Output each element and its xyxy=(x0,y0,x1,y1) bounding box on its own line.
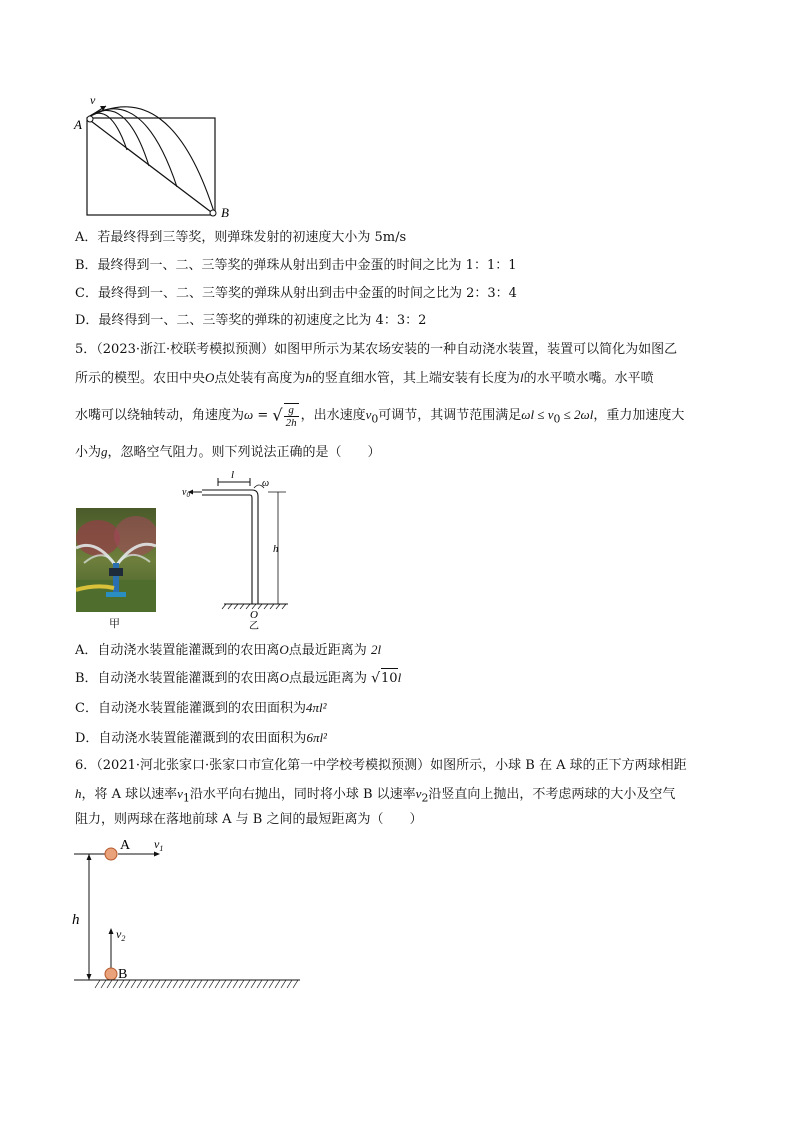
q5-stem-line1: 5．（2023·浙江·校联考模拟预测）如图甲所示为某农场安装的一种自动浇水装置，装置可以简化为如图乙 xyxy=(75,342,678,357)
two-balls-figure xyxy=(68,836,308,998)
pipe-inner xyxy=(202,495,252,604)
pipe-model-figure xyxy=(180,466,300,630)
q5-stem-line3: 水嘴可以绕轴转动，角速度为ω = √ $\frac{g}{2h}$ ，出水速度$v_0$可调节，其调节范围满足$\omega l \le v_0 \le 2\omega l$，重力加速度大 xyxy=(75,403,685,429)
q6-stem-line3: 阻力，则两球在落地前球 A 与 B 之间的最短距离为（ ） xyxy=(75,812,423,827)
ball-A xyxy=(87,116,93,122)
ball-B xyxy=(210,210,216,216)
q5-option-C: C．自动浇水装置能灌溉到的农田面积为4πl² xyxy=(75,700,327,716)
label-l: l xyxy=(231,469,235,481)
sprinkler-photo xyxy=(76,508,156,612)
caption-yi: 乙 xyxy=(249,621,259,630)
trajectory-4 xyxy=(87,107,215,215)
ball-B xyxy=(105,968,117,980)
ball-A xyxy=(105,848,117,860)
label-h: h xyxy=(273,543,279,555)
q4-option-A: A．若最终得到三等奖，则弹珠发射的初速度大小为 5m/s xyxy=(75,230,407,245)
omega-fraction: $\frac{g}{2h}$ xyxy=(285,403,297,429)
q6-stem-line2: h，将 A 球以速率$v_1$沿水平向右抛出，同时将小球 B 以速率$v_2$沿竖直向上抛出，不考虑两球的大小及空气 xyxy=(75,786,676,805)
label-v0: $v_0$ xyxy=(182,487,190,499)
q5-option-A: A．自动浇水装置能灌溉到的农田离O点最近距离为 2l xyxy=(75,642,382,658)
q4-option-D: D．最终得到一、二、三等奖的弹珠的初速度之比为 4：3：2 xyxy=(75,313,427,328)
label-B: B xyxy=(221,205,229,220)
label-v2: $v_2$ xyxy=(116,927,126,943)
q4-option-B: B．最终得到一、二、三等奖的弹珠从射出到击中金蛋的时间之比为 1：1：1 xyxy=(75,258,517,273)
label-A: A xyxy=(120,838,131,853)
q6-stem-line1: 6．（2021·河北张家口·张家口市宣化第一中学校考模拟预测）如图所示，小球 B 在 A 球的正下方两球相距 xyxy=(75,758,687,773)
label-v1: $v_1$ xyxy=(154,837,164,853)
q5-stem-line4: 小为g，忽略空气阻力。则下列说法正确的是（ ） xyxy=(75,444,381,460)
label-h: h xyxy=(72,912,80,928)
label-A: A xyxy=(74,117,82,132)
label-v: v xyxy=(90,93,96,107)
caption-jia: 甲 xyxy=(109,617,120,630)
q5-option-B: B．自动浇水装置能灌溉到的农田离O点最远距离为 √10l xyxy=(75,668,401,689)
label-B: B xyxy=(118,967,128,982)
q5-option-D: D．自动浇水装置能灌溉到的农田面积为6πl² xyxy=(75,730,327,746)
q4-option-C: C．最终得到一、二、三等奖的弹珠从射出到击中金蛋的时间之比为 2：3：4 xyxy=(75,286,517,301)
trajectory-figure xyxy=(70,92,250,222)
q5-stem-line2: 所示的模型。农田中央O点处装有高度为h的竖直细水管，其上端安装有长度为l的水平喷水嘴。水平喷 xyxy=(75,370,654,386)
label-omega: ω xyxy=(262,478,270,489)
pipe-outer xyxy=(202,490,258,604)
label-O: O xyxy=(250,609,258,621)
